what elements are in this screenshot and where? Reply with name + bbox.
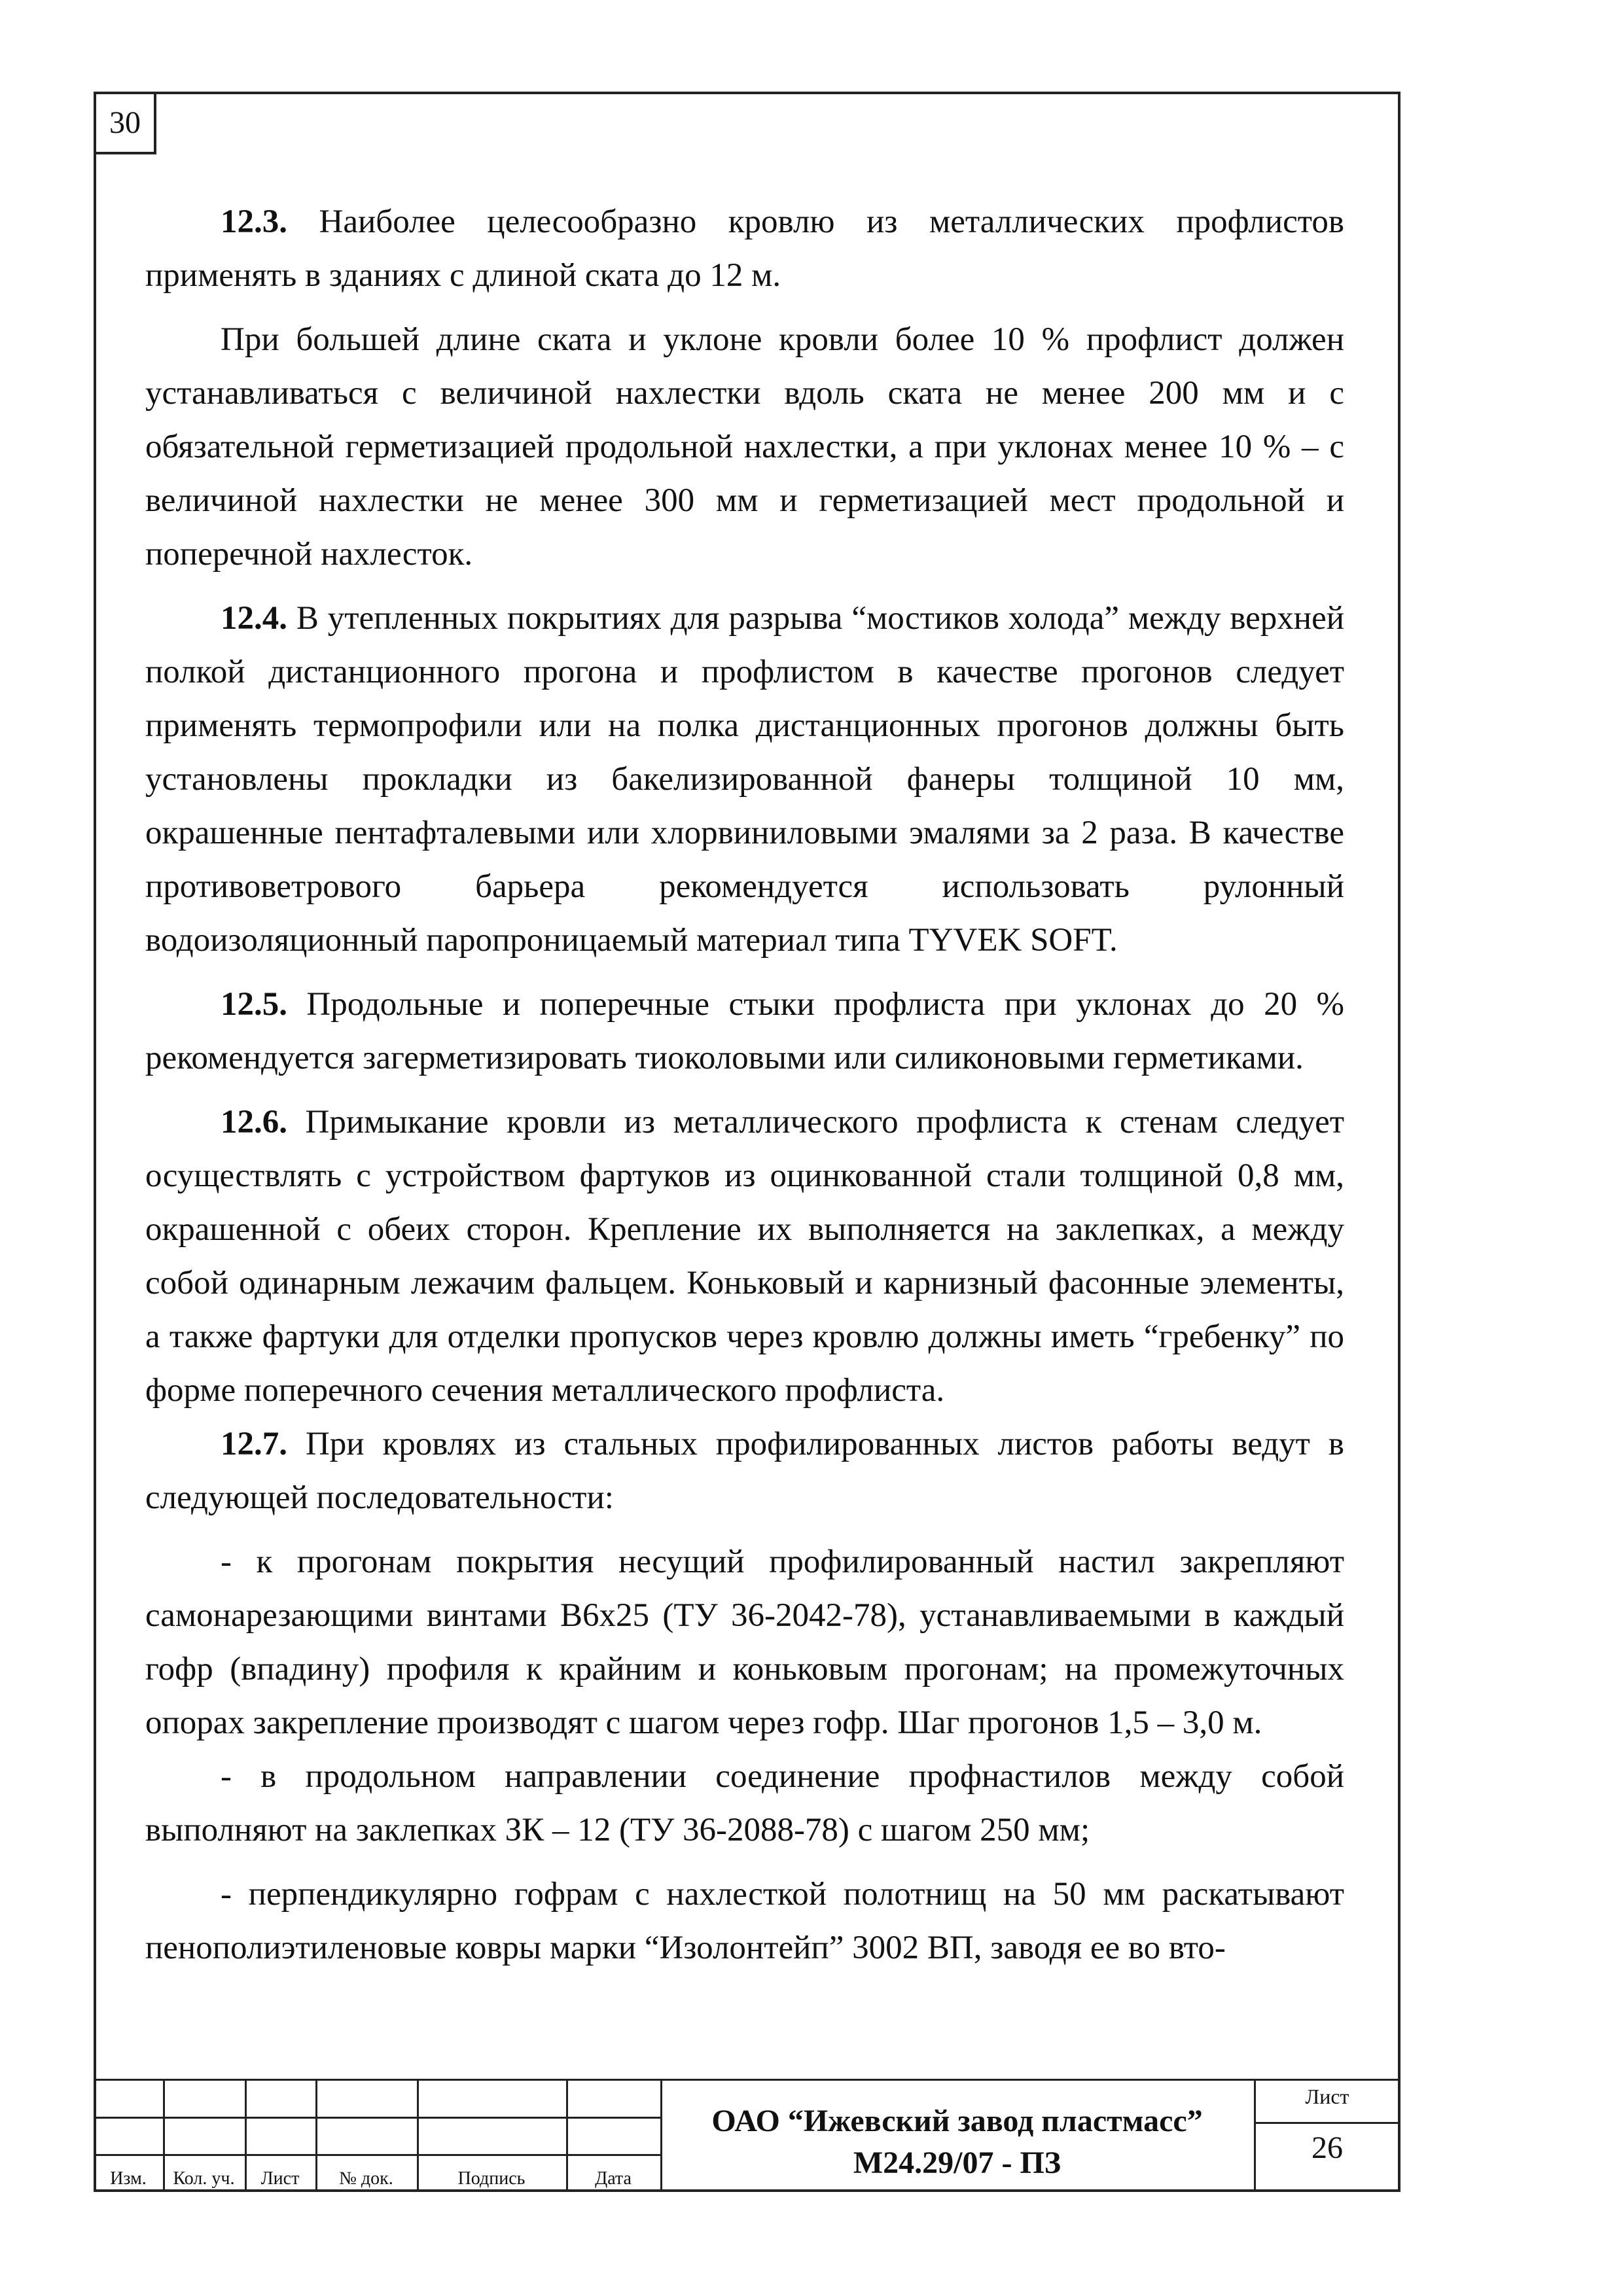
paragraph-text: - к прогонам покрытия несущий профилированный настил закрепляют самонарезающими винтами В6х25 (ТУ 36-2042-78), устанавливаемыми в каждый гофр (впадину) профиля к крайним и коньковым прогонам; на промежуточных опорах закрепление производят с шагом через гофр. Шаг прогонов 1,5 – 3,0 м. [145,1544,1344,1741]
clause-number: 12.3. [221,203,287,240]
sheet-number: 26 [1311,2130,1343,2165]
paragraph-text: Наиболее целесообразно кровлю из металлических профлистов применять в зданиях с длиной ската до 12 м. [145,203,1344,294]
paragraph-12-3 [145,195,1344,302]
clause-number: 12.6. [221,1104,287,1140]
organization-name: ОАО “Ижевский завод пластмасс” [711,2104,1203,2138]
stamp-line [94,2117,660,2119]
clause-number: 12.4. [221,600,287,637]
paragraph-text: При кровлях из стальных профилированных листов работы ведут в следующей последовательности: [145,1426,1344,1516]
stamp-label-doc-number: № док. [339,2168,393,2189]
stamp-label-kol-uch: Кол. уч. [173,2168,235,2189]
clause-number: 12.7. [221,1426,287,1462]
stamp-line [1254,2122,1400,2124]
page-number: 30 [94,92,156,154]
paragraph-12-6 [145,1095,1344,1417]
document-code: М24.29/07 - ПЗ [853,2146,1061,2180]
list-item [145,1750,1344,1857]
paragraph-12-4 [145,592,1344,967]
stamp-line [94,2154,660,2156]
paragraph-12-7 [145,1417,1344,1525]
paragraph-text: Примыкание кровли из металлического профлиста к стенам следует осуществлять с устройством фартуков из оцинкованной стали толщиной 0,8 мм, окрашенной с обеих сторон. Крепление их выполняется на заклепках, а между собой одинарным лежачим фальцем. Коньковый и карнизный фасонные элементы, а также фартуки для отделки пропусков через кровлю должны иметь “гребенку” по форме поперечного сечения металлического профлиста. [145,1104,1344,1409]
clause-number: 12.5. [221,986,287,1023]
document-body [145,195,1344,1985]
list-item [145,1867,1344,1975]
paragraph [145,313,1344,581]
paragraph-text: Продольные и поперечные стыки профлиста при уклонах до 20 % рекомендуется загерметизировать тиоколовыми или силиконовыми герметиками. [145,986,1344,1076]
stamp-label-izm: Изм. [110,2168,147,2189]
paragraph-text: При большей длине ската и уклоне кровли более 10 % профлист должен устанавливаться с величиной нахлестки вдоль ската не менее 200 мм и с обязательной герметизацией продольной нахлестки, а при уклонах менее 10 % – с величиной нахлестки не менее 300 мм и герметизацией мест продольной и поперечной нахлесток. [145,321,1344,573]
paragraph-text: - в продольном направлении соединение профнастилов между собой выполняют на заклепках ЗК – 12 (ТУ 36-2088-78) с шагом 250 мм; [145,1758,1344,1848]
list-item [145,1535,1344,1750]
sheet-label: Лист [1305,2085,1349,2108]
stamp-line [94,2079,1400,2081]
stamp-label-list: Лист [260,2168,300,2189]
paragraph-12-5 [145,978,1344,1085]
paragraph-text: В утепленных покрытиях для разрыва “мостиков холода” между верхней полкой дистанционного прогона и профлистом в качестве прогонов следует применять термопрофили или на полка дистанционных прогонов должны быть установлены прокладки из бакелизированной фанеры толщиной 10 мм, окрашенные пентафталевыми или хлорвиниловыми эмалями за 2 раза. В качестве противоветрового барьера рекомендуется использовать рулонный водоизоляционный паропроницаемый материал типа TYVEK SOFT. [145,600,1344,959]
stamp-label-signature: Подпись [457,2168,526,2189]
stamp-label-date: Дата [595,2168,632,2189]
organization-block [660,2100,1254,2184]
paragraph-text: - перпендикулярно гофрам с нахлесткой полотнищ на 50 мм раскатывают пенополиэтиленовые ковры марки “Изолонтейп” 3002 ВП, заводя ее во вто- [145,1876,1344,1966]
